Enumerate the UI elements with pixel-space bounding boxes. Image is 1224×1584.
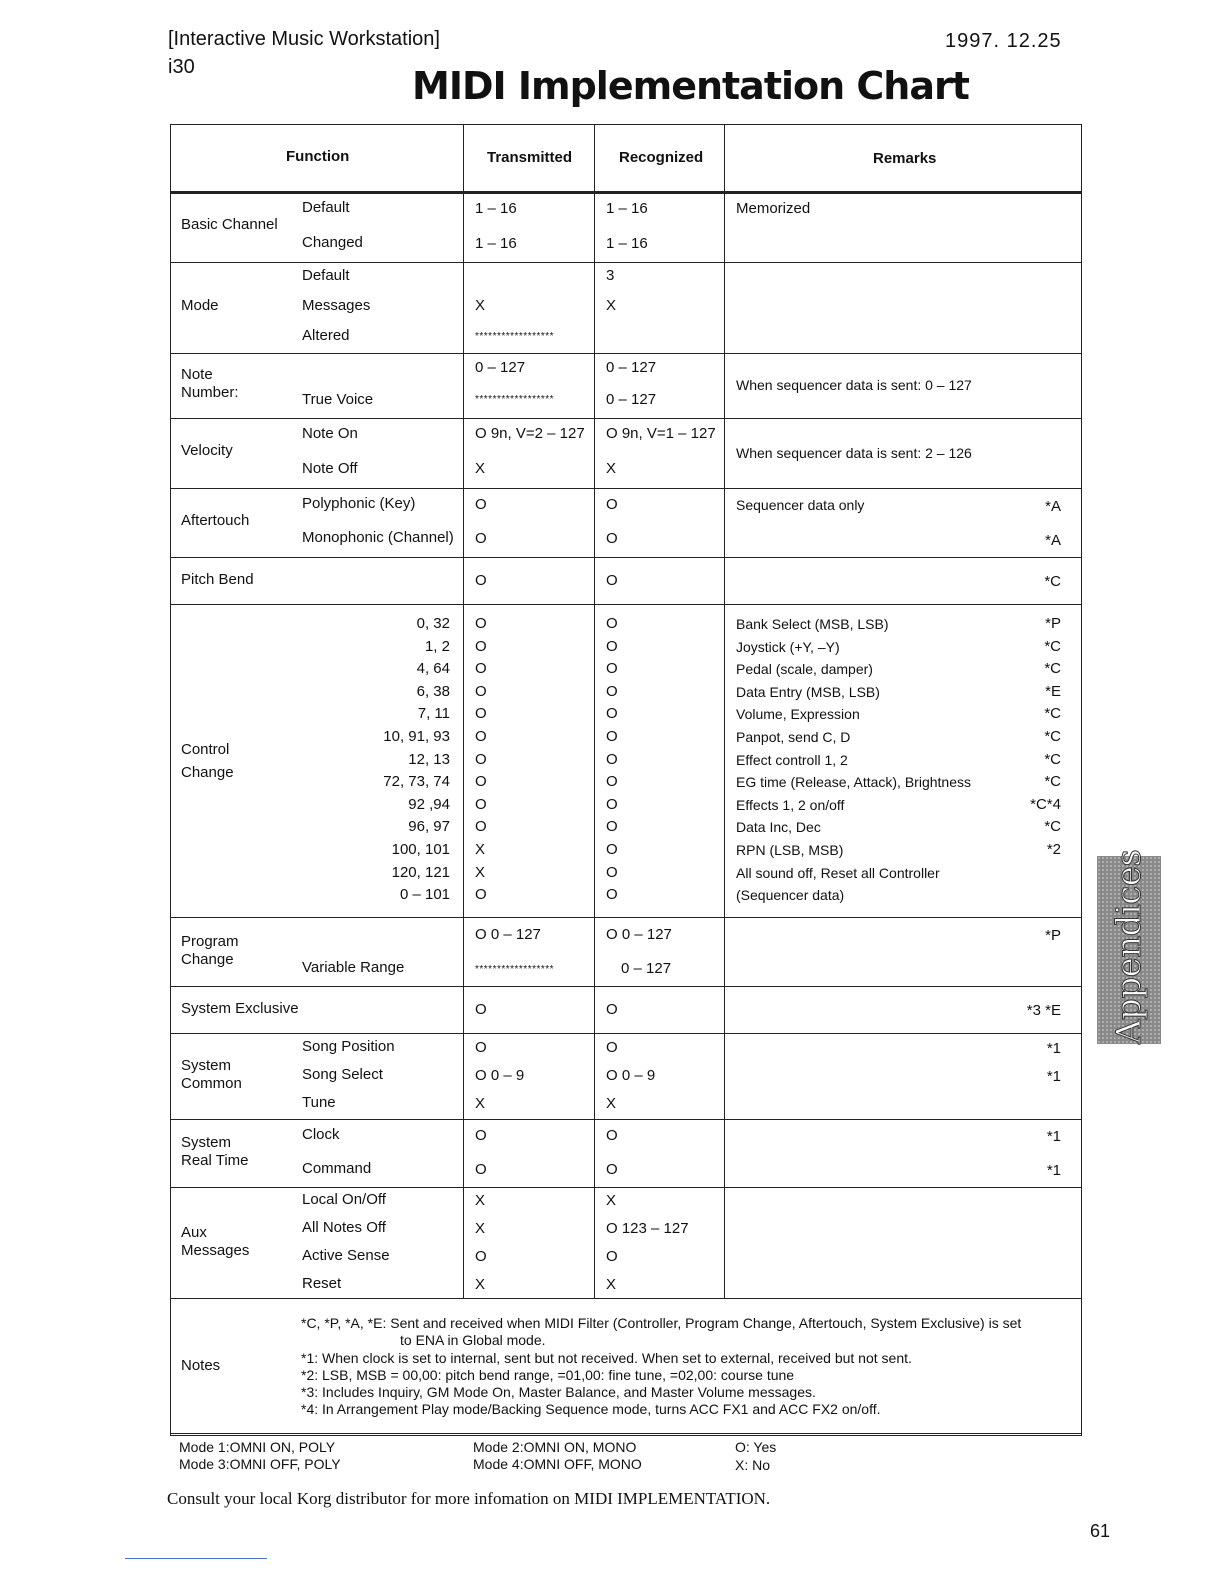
remark-cell: RPN (LSB, MSB) bbox=[736, 842, 844, 858]
remark-cell: When sequencer data is sent: 2 – 126 bbox=[736, 445, 972, 461]
function-sub: Reset bbox=[302, 1275, 342, 1292]
rx-cell: O bbox=[606, 818, 618, 835]
tx-cell: O bbox=[475, 615, 487, 632]
rx-cell: O bbox=[606, 530, 618, 547]
cc-number: 10, 91, 93 bbox=[383, 728, 450, 745]
rx-cell: O bbox=[606, 660, 618, 677]
model-name: i30 bbox=[168, 56, 195, 78]
cc-number: 72, 73, 74 bbox=[383, 773, 450, 790]
remark-cell: Data Entry (MSB, LSB) bbox=[736, 684, 880, 700]
flag: *C bbox=[1044, 638, 1061, 655]
rx-cell: X bbox=[606, 460, 617, 477]
function-sub: Changed bbox=[302, 234, 363, 251]
cc-number: 92 ,94 bbox=[408, 796, 450, 813]
tx-cell: O bbox=[475, 1161, 487, 1178]
sys-realtime-label: System bbox=[181, 1134, 232, 1151]
rx-cell: O bbox=[606, 683, 618, 700]
rx-cell: 1 – 16 bbox=[606, 235, 648, 252]
appendices-tab-label: Appendices bbox=[1109, 849, 1149, 1044]
function-sub: Command bbox=[302, 1160, 372, 1177]
rx-cell: O bbox=[606, 773, 618, 790]
program-change-label: Change bbox=[181, 951, 234, 968]
velocity-label: Velocity bbox=[181, 442, 233, 459]
consult-note: Consult your local Korg distributor for more infomation on MIDI IMPLEMENTATION. bbox=[167, 1489, 771, 1508]
note-line: *2: LSB, MSB = 00,00: pitch bend range, =01,00: fine tune, =02,00: course tune bbox=[301, 1367, 795, 1383]
flag: *C bbox=[1044, 705, 1061, 722]
cc-number: 7, 11 bbox=[417, 705, 450, 722]
rx-cell: X bbox=[606, 1192, 617, 1209]
flag: *1 bbox=[1046, 1128, 1061, 1145]
basic-channel-label: Basic Channel bbox=[181, 216, 278, 233]
function-sub: All Notes Off bbox=[302, 1219, 386, 1236]
page-title: MIDI Implementation Chart bbox=[412, 64, 969, 108]
flag: *1 bbox=[1046, 1162, 1061, 1179]
rx-cell: O bbox=[606, 1161, 618, 1178]
flag: *C bbox=[1044, 728, 1061, 745]
remark-cell: Bank Select (MSB, LSB) bbox=[736, 616, 889, 632]
sysex-label: System Exclusive bbox=[181, 1000, 299, 1017]
tx-cell: O 9n, V=2 – 127 bbox=[475, 425, 585, 442]
function-sub: Song Select bbox=[302, 1066, 383, 1083]
rx-cell: O bbox=[606, 705, 618, 722]
control-change-label: Change bbox=[181, 764, 234, 781]
tx-cell: O bbox=[475, 1248, 487, 1265]
tx-cell: ****************** bbox=[475, 331, 555, 342]
legend-no: X: No bbox=[735, 1457, 771, 1473]
rx-cell: O bbox=[606, 1001, 618, 1018]
tx-cell: 0 – 127 bbox=[475, 359, 526, 376]
function-sub: Clock bbox=[302, 1126, 340, 1143]
cc-number: 12, 13 bbox=[408, 751, 450, 768]
cc-number: 0 – 101 bbox=[399, 886, 450, 903]
appendices-tab bbox=[1097, 849, 1161, 1044]
mode-label: Mode bbox=[181, 297, 219, 314]
tx-cell: O 0 – 9 bbox=[475, 1067, 525, 1084]
rx-cell: 1 – 16 bbox=[606, 200, 648, 217]
rx-cell: O bbox=[606, 796, 618, 813]
cc-number: 6, 38 bbox=[416, 683, 450, 700]
flag: *C bbox=[1044, 773, 1061, 790]
tx-cell: X bbox=[475, 864, 486, 881]
remark-cell: Sequencer data only bbox=[736, 497, 865, 513]
sys-common-label: Common bbox=[181, 1075, 242, 1092]
rx-cell: 3 bbox=[606, 267, 615, 284]
rx-cell: O bbox=[606, 751, 618, 768]
rx-cell: O bbox=[606, 638, 618, 655]
tx-cell: O bbox=[475, 638, 487, 655]
note-number-label: Number: bbox=[181, 384, 239, 401]
function-sub: Polyphonic (Key) bbox=[302, 495, 416, 512]
tx-cell: ****************** bbox=[475, 964, 555, 975]
footer-rule bbox=[125, 1558, 267, 1559]
flag: *3 *E bbox=[1026, 1002, 1061, 1019]
rx-cell: O bbox=[606, 615, 618, 632]
tx-cell: O bbox=[475, 705, 487, 722]
rx-cell: 0 – 127 bbox=[606, 359, 657, 376]
function-sub: True Voice bbox=[302, 391, 374, 408]
aux-label: Aux bbox=[181, 1224, 207, 1241]
tx-cell: O bbox=[475, 683, 487, 700]
cc-number: 0, 32 bbox=[416, 615, 450, 632]
tx-cell: X bbox=[475, 1095, 486, 1112]
rx-cell: X bbox=[606, 297, 617, 314]
rx-cell: O 9n, V=1 – 127 bbox=[606, 425, 716, 442]
note-line: *C, *P, *A, *E: Sent and received when MIDI Filter (Controller, Program Change, Aftertouch, System Exclusive) is set bbox=[301, 1315, 1022, 1331]
function-sub: Default bbox=[302, 267, 350, 284]
remark-cell: Memorized bbox=[736, 200, 811, 217]
page-number: 61 bbox=[1090, 1521, 1111, 1541]
function-sub: Local On/Off bbox=[302, 1191, 386, 1208]
aux-label: Messages bbox=[181, 1242, 250, 1259]
series-title: [Interactive Music Workstation] bbox=[168, 28, 440, 50]
remark-cell: Joystick (+Y, –Y) bbox=[736, 639, 840, 655]
rx-cell: O bbox=[606, 728, 618, 745]
note-line: *1: When clock is set to internal, sent but not received. When set to external, received but not sent. bbox=[301, 1350, 912, 1366]
tx-cell: X bbox=[475, 841, 486, 858]
rx-cell: 0 – 127 bbox=[621, 960, 672, 977]
cc-number: 120, 121 bbox=[391, 864, 450, 881]
tx-cell: O bbox=[475, 751, 487, 768]
rx-cell: O 0 – 9 bbox=[606, 1067, 656, 1084]
cc-number: 1, 2 bbox=[424, 638, 450, 655]
tx-cell: X bbox=[475, 297, 486, 314]
note-line: *4: In Arrangement Play mode/Backing Sequence mode, turns ACC FX1 and ACC FX2 on/off. bbox=[301, 1401, 881, 1417]
rx-cell: X bbox=[606, 1095, 617, 1112]
tx-cell: O bbox=[475, 1127, 487, 1144]
rx-cell: O bbox=[606, 841, 618, 858]
function-sub: Active Sense bbox=[302, 1247, 390, 1264]
tx-cell: X bbox=[475, 1220, 486, 1237]
remark-cell: Effect controll 1, 2 bbox=[736, 752, 848, 768]
flag: *2 bbox=[1046, 841, 1061, 858]
cc-number: 100, 101 bbox=[391, 841, 450, 858]
function-sub: Tune bbox=[302, 1094, 336, 1111]
rx-cell: O bbox=[606, 1248, 618, 1265]
remark-cell: Panpot, send C, D bbox=[736, 729, 851, 745]
tx-cell: O bbox=[475, 886, 487, 903]
flag: *1 bbox=[1046, 1040, 1061, 1057]
pitch-bend-label: Pitch Bend bbox=[181, 571, 254, 588]
flag: *P bbox=[1045, 927, 1061, 944]
function-sub: Messages bbox=[302, 297, 371, 314]
note-line: *3: Includes Inquiry, GM Mode On, Master Balance, and Master Volume messages. bbox=[301, 1384, 816, 1400]
function-sub: Note On bbox=[302, 425, 358, 442]
rx-cell: O bbox=[606, 572, 618, 589]
rx-cell: O bbox=[606, 886, 618, 903]
note-line: to ENA in Global mode. bbox=[400, 1332, 546, 1348]
tx-cell: O bbox=[475, 530, 487, 547]
function-sub: Variable Range bbox=[302, 959, 405, 976]
flag: *A bbox=[1045, 498, 1061, 515]
mode-legend: Mode 1:OMNI ON, POLY bbox=[179, 1439, 336, 1455]
flag: *C bbox=[1044, 573, 1061, 590]
cc-number: 4, 64 bbox=[416, 660, 450, 677]
rx-cell: X bbox=[606, 1276, 617, 1293]
flag: *P bbox=[1045, 615, 1061, 632]
tx-cell: 1 – 16 bbox=[475, 200, 517, 217]
function-sub: Default bbox=[302, 199, 350, 216]
date: 1997. 12.25 bbox=[945, 30, 1062, 52]
tx-cell: O 0 – 127 bbox=[475, 926, 541, 943]
tx-cell: O bbox=[475, 773, 487, 790]
tx-cell: O bbox=[475, 660, 487, 677]
remark-cell: EG time (Release, Attack), Brightness bbox=[736, 774, 971, 790]
mode-legend: Mode 4:OMNI OFF, MONO bbox=[473, 1456, 642, 1472]
tx-cell: O bbox=[475, 496, 487, 513]
rx-cell: O bbox=[606, 864, 618, 881]
function-sub: Song Position bbox=[302, 1038, 395, 1055]
sys-realtime-label: Real Time bbox=[181, 1152, 249, 1169]
tx-cell: O bbox=[475, 728, 487, 745]
tx-cell: X bbox=[475, 460, 486, 477]
note-number-label: Note bbox=[181, 366, 213, 383]
col-recognized: Recognized bbox=[619, 149, 704, 166]
sys-common-label: System bbox=[181, 1057, 232, 1074]
flag: *A bbox=[1045, 532, 1061, 549]
remark-cell: All sound off, Reset all Controller bbox=[736, 865, 940, 881]
col-function: Function bbox=[286, 148, 350, 165]
remark-cell: When sequencer data is sent: 0 – 127 bbox=[736, 377, 972, 393]
flag: *C bbox=[1044, 751, 1061, 768]
function-sub: Altered bbox=[302, 327, 350, 344]
remark-cell: Volume, Expression bbox=[736, 706, 860, 722]
flag: *C bbox=[1044, 660, 1061, 677]
cc-number: 96, 97 bbox=[408, 818, 450, 835]
mode-legend: Mode 2:OMNI ON, MONO bbox=[473, 1439, 637, 1455]
function-sub: Note Off bbox=[302, 460, 358, 477]
tx-cell: O bbox=[475, 572, 487, 589]
flag: *E bbox=[1045, 683, 1061, 700]
remark-cell: (Sequencer data) bbox=[736, 887, 845, 903]
rx-cell: 0 – 127 bbox=[606, 391, 657, 408]
rx-cell: O 123 – 127 bbox=[606, 1220, 689, 1237]
remark-cell: Pedal (scale, damper) bbox=[736, 661, 873, 677]
tx-cell: X bbox=[475, 1192, 486, 1209]
tx-cell: ****************** bbox=[475, 394, 555, 405]
midi-chart-table bbox=[170, 124, 1082, 1436]
tx-cell: O bbox=[475, 796, 487, 813]
tx-cell: O bbox=[475, 1039, 487, 1056]
col-remarks: Remarks bbox=[873, 150, 937, 167]
mode-legend: Mode 3:OMNI OFF, POLY bbox=[179, 1456, 341, 1472]
rx-cell: O 0 – 127 bbox=[606, 926, 672, 943]
tx-cell: 1 – 16 bbox=[475, 235, 517, 252]
col-transmitted: Transmitted bbox=[487, 149, 573, 166]
flag: *1 bbox=[1046, 1068, 1061, 1085]
rx-cell: O bbox=[606, 496, 618, 513]
rx-cell: O bbox=[606, 1127, 618, 1144]
function-sub: Monophonic (Channel) bbox=[302, 529, 454, 546]
flag: *C*4 bbox=[1030, 796, 1061, 813]
aftertouch-label: Aftertouch bbox=[181, 512, 250, 529]
flag: *C bbox=[1044, 818, 1061, 835]
legend-yes: O: Yes bbox=[735, 1439, 777, 1455]
program-change-label: Program bbox=[181, 933, 239, 950]
control-change-label: Control bbox=[181, 741, 230, 758]
tx-cell: O bbox=[475, 818, 487, 835]
tx-cell: X bbox=[475, 1276, 486, 1293]
notes-label: Notes bbox=[181, 1357, 221, 1374]
rx-cell: O bbox=[606, 1039, 618, 1056]
remark-cell: Effects 1, 2 on/off bbox=[736, 797, 845, 813]
tx-cell: O bbox=[475, 1001, 487, 1018]
remark-cell: Data Inc, Dec bbox=[736, 819, 821, 835]
